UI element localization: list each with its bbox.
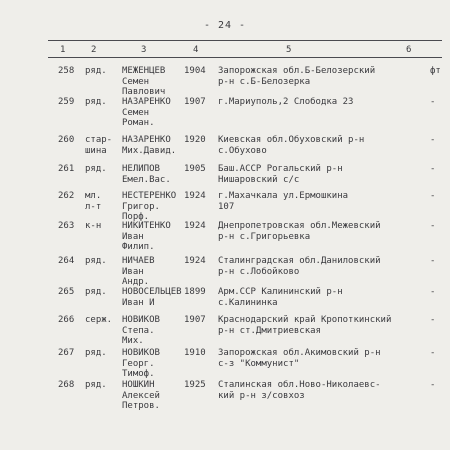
given-name-line: Роман. [122, 118, 155, 128]
address-line: Арм.ССР Калининский р-н [218, 287, 343, 297]
row-number: 261 [58, 164, 75, 174]
address [218, 315, 391, 336]
surname: НАЗАРЕНКО [122, 97, 171, 107]
person-name [122, 164, 171, 185]
column-6-mark: - [430, 380, 436, 390]
military-rank: мл. л-т [85, 191, 102, 212]
column-6-mark: - [430, 191, 436, 201]
address-line: 107 [218, 201, 235, 212]
military-rank: ряд. [85, 380, 107, 390]
column-6-mark: - [430, 164, 436, 174]
given-name-line: Алексей [122, 390, 160, 401]
given-name-line: Андр. [122, 277, 150, 287]
surname: НОШКИН [122, 380, 155, 390]
address-line: Сталинградская обл.Даниловский [218, 256, 381, 266]
given-name-line: Семен [122, 76, 150, 87]
given-name-line: Иван И [122, 297, 155, 308]
address-line: Краснодарский край Кропоткинский [218, 315, 392, 325]
person-name [122, 380, 160, 412]
address-line: г.Махачкала ул.Ермошкина [218, 191, 349, 201]
surname: НОВИКОВ [122, 315, 160, 325]
column-6-mark: - [430, 256, 436, 266]
military-rank: ряд. [85, 164, 107, 174]
column-header-4: 4 [193, 45, 199, 55]
birth-year: 1925 [184, 380, 206, 390]
address-line: с.Калининка [218, 297, 278, 308]
birth-year: 1924 [184, 256, 206, 266]
column-6-mark: - [430, 315, 436, 325]
column-header-1: 1 [60, 45, 66, 55]
row-number: 258 [58, 66, 75, 76]
column-header-5: 5 [286, 45, 292, 55]
birth-year: 1924 [184, 191, 206, 201]
given-name-line: Емел.Вас. [122, 174, 171, 185]
column-6-mark: - [430, 97, 436, 107]
military-rank: ряд. [85, 97, 107, 107]
address [218, 191, 348, 212]
address [218, 221, 381, 242]
column-6-mark: - [430, 221, 436, 231]
person-name [122, 191, 176, 223]
person-name [122, 66, 165, 98]
birth-year: 1907 [184, 97, 206, 107]
given-name-line: Порф. [122, 212, 150, 222]
given-name-line: Иван [122, 266, 144, 277]
address-line: с-з "Коммунист" [218, 358, 300, 369]
column-6-mark: - [430, 135, 436, 145]
row-number: 263 [58, 221, 75, 231]
military-rank: ряд. [85, 256, 107, 266]
column-header-6: 6 [406, 45, 412, 55]
table-top-rule [48, 40, 442, 41]
column-6-mark: - [430, 348, 436, 358]
address-line: г.Мариуполь,2 Слободка 23 [218, 97, 354, 107]
address-line: кий р-н з/совхоз [218, 390, 305, 401]
address [218, 164, 343, 185]
address-line: р-н с.Лобойково [218, 266, 300, 277]
address-line: Запорожская обл.Б-Белозерский [218, 66, 376, 76]
address-line: Днепропетровская обл.Межевский [218, 221, 381, 231]
row-number: 266 [58, 315, 75, 325]
address [218, 287, 343, 308]
row-number: 262 [58, 191, 75, 201]
birth-year: 1910 [184, 348, 206, 358]
address-line: Сталинская обл.Ново-Николаевс- [218, 380, 381, 390]
birth-year: 1904 [184, 66, 206, 76]
page-number: - 24 - [203, 20, 247, 31]
column-header-3: 3 [141, 45, 147, 55]
address [218, 66, 375, 87]
person-name [122, 97, 171, 129]
address-line: с.Обухово [218, 145, 267, 156]
surname: НИЧАЕВ [122, 256, 155, 266]
given-name-line: Иван [122, 231, 144, 242]
surname: МЕЖЕНЦЕВ [122, 66, 166, 76]
given-name-line: Петров. [122, 401, 160, 411]
military-rank: к-н [85, 221, 102, 231]
surname: НОВИКОВ [122, 348, 160, 358]
military-rank: серж. [85, 315, 113, 325]
address [218, 135, 364, 156]
person-name [122, 135, 176, 156]
column-6-mark: - [430, 287, 436, 297]
address [218, 256, 381, 277]
surname: НИКИТЕНКО [122, 221, 171, 231]
birth-year: 1920 [184, 135, 206, 145]
birth-year: 1924 [184, 221, 206, 231]
column-6-mark: фт [430, 66, 441, 76]
military-rank: ряд. [85, 287, 107, 297]
person-name [122, 221, 171, 253]
surname: НЕСТЕРЕНКО [122, 191, 177, 201]
given-name-line: Павлович [122, 87, 166, 97]
address [218, 97, 353, 108]
given-name-line: Григор. [122, 201, 160, 212]
address-line: р-н с.Б-Белозерка [218, 76, 311, 87]
address [218, 348, 381, 369]
row-number: 267 [58, 348, 75, 358]
birth-year: 1907 [184, 315, 206, 325]
birth-year: 1905 [184, 164, 206, 174]
given-name-line: Тимоф. [122, 369, 155, 379]
column-header-2: 2 [91, 45, 97, 55]
row-number: 265 [58, 287, 75, 297]
person-name [122, 315, 160, 347]
address [218, 380, 381, 401]
birth-year: 1899 [184, 287, 206, 297]
person-name [122, 287, 182, 308]
person-name [122, 348, 160, 380]
given-name-line: Мих.Давид. [122, 145, 177, 156]
row-number: 264 [58, 256, 75, 266]
address-line: р-н ст.Дмитриевская [218, 325, 321, 336]
surname: НЕЛИПОВ [122, 164, 160, 174]
military-rank: ряд. [85, 66, 107, 76]
address-line: Киевская обл.Обуховский р-н [218, 135, 365, 145]
row-number: 259 [58, 97, 75, 107]
given-name-line: Георг. [122, 358, 155, 369]
address-line: р-н с.Григорьевка [218, 231, 311, 242]
row-number: 260 [58, 135, 75, 145]
address-line: Баш.АССР Рогальский р-н [218, 164, 343, 174]
military-rank: ряд. [85, 348, 107, 358]
header-bottom-rule [48, 57, 442, 58]
given-name-line: Степа. [122, 325, 155, 336]
given-name-line: Семен [122, 107, 150, 118]
surname: НАЗАРЕНКО [122, 135, 171, 145]
row-number: 268 [58, 380, 75, 390]
given-name-line: Филип. [122, 242, 155, 252]
address-line: Запорожская обл.Акимовский р-н [218, 348, 381, 358]
given-name-line: Мих. [122, 336, 144, 346]
person-name [122, 256, 155, 288]
surname: НОВОСЕЛЬЦЕВ [122, 287, 182, 297]
address-line: Нишаровский с/с [218, 174, 300, 185]
military-rank: стар- шина [85, 135, 113, 156]
